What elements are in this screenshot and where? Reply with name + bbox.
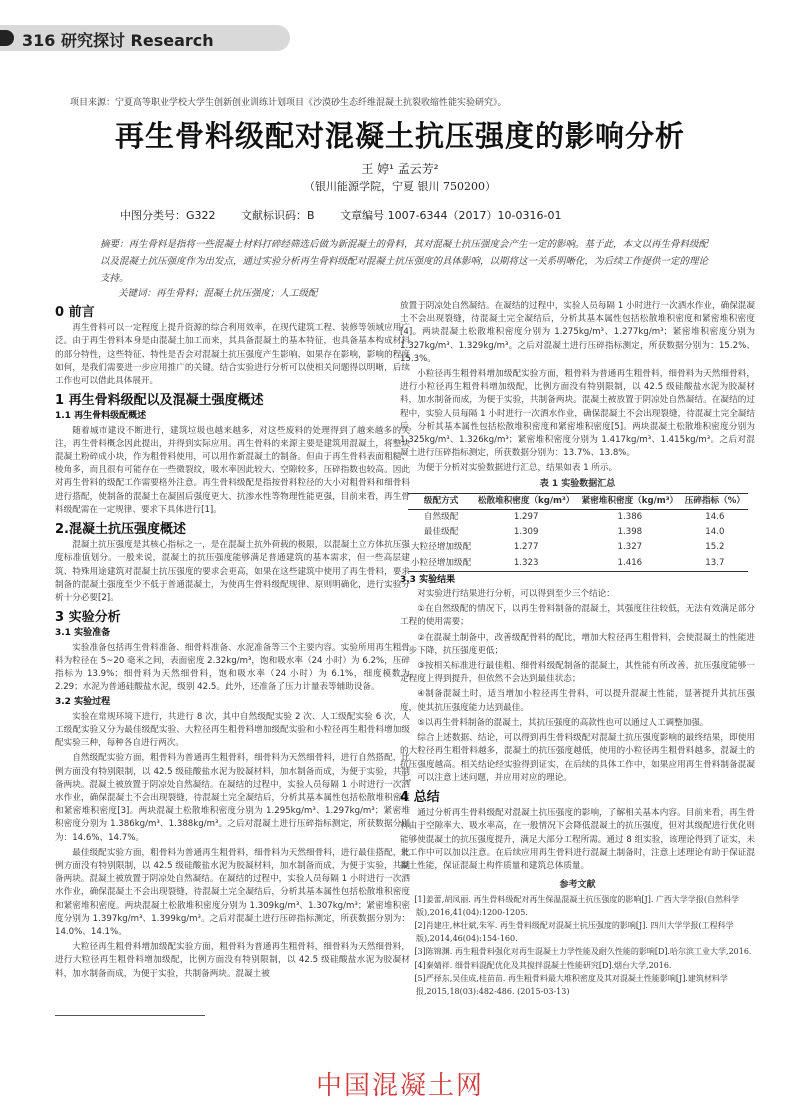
section-heading: 3 实验分析 <box>55 610 121 626</box>
paragraph: 自然级配实验方面，粗骨料为普通再生粗骨料，细骨料为天然细骨料，进行自然搭配，比例方面没有特别限制，以 42.5 级硅酸盐水泥为胶凝材料，加水制备而成，为便于实验，共制备两块。混凝土被放置于阴凉处自然凝结。在凝结的过程中，实验人员每隔 1 小时进行一次洒水作业，确保混凝土不会出现裂缝，待混凝土完全凝结后，分析其基本属性包括松散堆积密度和紧密堆积密度[3]。两块混凝土松散堆积密度分别为 1.295kg/m³、1.297kg/m³；紧密堆积密度分别为 1.386kg/m³、1.388kg/m³。之后对混凝土进行压碎指标测定，所获数据分别为：14.6%、14.7%。 <box>55 753 410 843</box>
section-label: 研究探讨 Research <box>60 31 214 50</box>
affiliation: （银川能源学院，宁夏 银川 750200） <box>304 180 496 193</box>
article-number: 文章编号 1007-6344（2017）10-0316-01 <box>340 209 562 222</box>
section-heading: 2.混凝土抗压强度概述 <box>55 522 186 538</box>
footnote-rule <box>55 1015 205 1016</box>
data-table <box>408 493 748 572</box>
paragraph: 综合上述数据、结论，可以得到再生骨料级配对混凝土抗压强度影响的最终结果，即使用的大粒径再生粗骨料越多，混凝土的抗压强度越低，使用的小粒径再生粗骨料越多，混凝土的抗压强度越高。相关结论经实验得到证实，在后续的具体工作中，如果应用再生骨料制备混凝土，可以注意上述问题，并应用对应的理论。 <box>400 733 755 783</box>
paragraph: 最佳级配实验方面，粗骨料为普通再生粗骨料，细骨料为天然细骨料，进行最佳搭配，比例方面没有特别限制，以 42.5 级硅酸盐水泥为胶凝材料，加水制备而成，为便于实验，共制备两块。混凝土被放置于阴凉处自然凝结。在凝结的过程中，实验人员每隔 1 小时进行一次洒水作业，确保混凝土不会出现裂缝，待混凝土完全凝结后，分析其基本属性包括松散堆积密度和紧密堆积密度。两块混凝土松散堆积密度分别为 1.309kg/m³、1.307kg/m³；紧密堆积密度分别为 1.397kg/m³、1.399kg/m³。之后对混凝土进行压碎指标测定，所获数据分别为：14.0%、14.1%。 <box>55 847 410 937</box>
table-cell: 自然级配 <box>423 512 459 523</box>
table-cell: 14.0 <box>705 527 725 538</box>
table-caption: 表 1 实验数据汇总 <box>539 478 616 489</box>
table-cell: 13.7 <box>705 557 725 568</box>
left-column <box>55 300 410 983</box>
table-header-cell: 松散堆积密度（kg/m³） <box>477 495 575 506</box>
running-header <box>22 28 214 51</box>
paragraph: 为便于分析对实验数据进行汇总，结果如表 1 所示。 <box>417 463 618 474</box>
page-number: 316 <box>22 31 56 50</box>
paragraph: 再生骨料可以一定程度上提升资源的综合利用效率，在现代建筑工程、装修等领域应用广泛。由于再生骨料本身是由混凝土加工而来，其具备混凝土的基本特征，也具备基本构成材料的部分特性，这些特征、特性是否会对混凝土抗压强度产生影响、如果存在影响，影响的程度如何，是我们需要进一步应用推广的关键。结合实验进行分析可以使相关问题得以明晰，后续工作也可以借此具体展开。 <box>55 323 410 387</box>
paragraph: 通过分析再生骨料级配对混凝土抗压强度的影响，了解相关基本内容。目前来看，再生骨料由于空隙率大、吸水率高，在一般情况下会降低混凝土的抗压强度，但对其级配进行优化则能够使混凝土的抗压强度提升，满足大部分工程所需。通过 8 组实验，该理论得到了证实，未来工作中可以加以注意。在后续应用再生骨料进行混凝土制备时，注意上述理论有助于保证混凝土性能，保证混凝土构件质量和建筑总体质量。 <box>400 808 755 871</box>
doc-code: 文献标识码：B <box>241 209 315 222</box>
paragraph: 对实验进行结果进行分析，可以得到至少三个结论： <box>417 589 615 600</box>
section-heading: 4 总结 <box>400 789 440 805</box>
conclusion-item: ②在混凝土制备中，改善级配骨料的配比，增加大粒径再生粗骨料，会使混凝土的性能进一步下降，抗压强度更低； <box>400 632 755 656</box>
conclusion-item: ③按相关标准进行最佳粗、细骨料级配制备的混凝土，其性能有所改善，抗压强度能够一定程度上得到提升，但依然不会达到最佳状态； <box>400 661 755 685</box>
subsection-heading: 3.3 实验结果 <box>400 574 456 585</box>
table-row <box>408 556 748 572</box>
reference-item: [2]肖建庄,林壮斌,朱军. 再生骨料级配对混凝土抗压强度的影响[J]. 四川大学学报(工程科学版),2014,46(04):154-160. <box>414 921 734 943</box>
paragraph: 实验在常规环境下进行，共进行 8 次，其中自然级配实验 2 次、人工级配实验 6 次，人工级配实验又分为最佳级配实验、大粒径再生粗骨料增加级配实验和小粒径再生粗骨料增加级配实验三种，每种各自进行两次。 <box>55 711 410 749</box>
table-cell: 1.398 <box>617 527 643 538</box>
references-heading: 参考文献 <box>559 880 596 891</box>
site-watermark: 中国混凝土网 <box>315 1071 484 1101</box>
table-row <box>408 510 748 526</box>
clc-number: 中图分类号：G322 <box>120 209 216 222</box>
project-source: 项目来源：宁夏高等职业学校大学生创新创业训练计划项目《沙漠砂生态纤维混凝土抗裂收缩性能实验研究》。 <box>70 98 507 108</box>
conclusion-item: ⑤以再生骨料制备的混凝土，其抗压强度的高款性也可以通过人工调整加强。 <box>417 717 709 728</box>
table-cell: 大粒径增加级配 <box>411 542 472 553</box>
table-header-cell: 压碎指标（%） <box>684 495 745 506</box>
table-header-cell: 级配方式 <box>423 495 459 506</box>
subsection-heading: 3.2 实验过程 <box>55 697 111 708</box>
table-cell: 15.2 <box>705 542 725 553</box>
paragraph: 小粒径再生粗骨料增加级配实验方面，粗骨料为普通再生粗骨料，细骨料为天然细骨料，进行小粒径再生粗骨料增加级配，比例方面没有特别限制，以 42.5 级硅酸盐水泥为胶凝材料，加水制备而成，为便于实验，共制备两块。混凝土被放置于阴凉处自然凝结。在凝结的过程中，实验人员每隔 1 小时进行一次洒水作业，确保混凝土不会出现裂缝，待混凝土完全凝结后，分析其基本属性包括松散堆积密度和紧密堆积密度[5]。两块混凝土松散堆积密度分别为 1.325kg/m³、1.326kg/m³；紧密堆积密度分别为 1.417kg/m³、1.415kg/m³。之后对混凝土进行压碎指标测定，所获数据分别为：13.7%、13.8%。 <box>400 369 755 459</box>
section-heading: 1 再生骨料级配以及混凝土强度概述 <box>55 393 264 409</box>
table-header-cell: 紧密堆积密度（kg/m³） <box>581 495 679 506</box>
reference-item: [1]姜蕾,胡凤丽. 再生骨料级配对再生保温混凝土抗压强度的影响[J]. 广西大学学报(自然科学版),2016,41(04):1200-1205. <box>414 895 740 917</box>
table-cell: 14.6 <box>705 512 725 523</box>
table-cell: 1.386 <box>617 512 643 523</box>
paragraph: 混凝土抗压强度是其核心指标之一，是在混凝土抗外荷载的极限，以混凝土立方体抗压强度标准值划分。一般来说，混凝土的抗压强度能够满足普通建筑的基本需求，但一些高层建筑、特殊用途建筑对混凝土抗压强度的要求会更高，如果在这些建筑中使用了再生骨料，要求制备的混凝土强度至少不低于普通混凝土，为使再生骨料级配规律、原则明确化，进行实验分析十分必要[2]。 <box>55 540 410 604</box>
table-cell: 1.416 <box>617 557 643 568</box>
subsection-heading: 1.1 再生骨料级配概述 <box>55 411 147 422</box>
paragraph: 放置于阴凉处自然凝结。在凝结的过程中，实验人员每隔 1 小时进行一次洒水作业，确保混凝土不会出现裂缝，待混凝土完全凝结后，分析其基本属性包括松散堆积密度和紧密堆积密度[4]。两块混凝土松散堆积密度分别为 1.275kg/m³、1.277kg/m³；紧密堆积密度分别为 1.327kg/m³、1.329kg/m³。之后对混凝土进行压碎指标测定，所获数据分别为：15.2%、15.3%。 <box>400 301 755 364</box>
table-cell: 小粒径增加级配 <box>411 557 472 568</box>
reference-item: [3]陈锦渊. 再生粗骨料强化对再生混凝土力学性能及耐久性能的影响[D].哈尔滨工业大学,2016. <box>414 947 752 957</box>
paragraph: 实验准备包括再生骨料准备、细骨料准备、水泥准备等三个主要内容。实验所用再生粗骨料为粒径在 5~20 毫米之间，表面密度 2.32kg/m³，饱和吸水率（24 小时）为 6.2%，压碎指标为 13.9%；细骨料为天然细骨料，饱和吸水率（24 小时）为 6.1%，细度模数为 2.29；水泥为普通硅酸盐水泥，级别 42.5。此外，还准备了压力计量表等辅助设备。 <box>55 642 410 693</box>
table-cell: 1.323 <box>513 557 539 568</box>
table-header-row <box>408 493 748 509</box>
right-column <box>400 300 755 999</box>
classification-line <box>120 207 720 223</box>
table-cell: 1.297 <box>513 512 539 523</box>
table-cell: 1.327 <box>617 542 643 553</box>
table-cell: 1.309 <box>513 527 539 538</box>
table-cell: 最佳级配 <box>423 527 459 538</box>
conclusion-item: ①在自然级配的情况下，以再生骨料制备的混凝土，其强度往往较低，无法有效满足部分工程的使用需要； <box>400 604 755 628</box>
table-row <box>408 540 748 555</box>
paragraph: 随着城市建设不断进行，建筑垃圾也越来越多，对这些废料的处理得到了越来越多的关注，再生骨料概念因此提出，并得到实际应用。再生骨料的来源主要是建筑用混凝土，将整块混凝土粉碎成小块，作为粗骨料使用，可以用作新混凝土的制备。但由于再生骨料表面粗糙、棱角多，而且很有可能存在一些微裂纹，吸水率因此较大、空隙较多，压碎指数也较高。因此对再生骨料的级配工作需要格外注意。再生骨料级配是指按骨料粒径的大小对粗骨料和细骨料进行搭配，使制备的混凝土在凝固后强度更大、抗渗水性等物理性能更强，目前来看，再生骨料级配需在一定规律、要求下具体进行[1]。 <box>55 425 410 515</box>
authors: 王 婷¹ 孟云芳² <box>361 162 439 176</box>
paragraph: 大粒径再生粗骨料增加级配实验方面，粗骨料为普通再生粗骨料，细骨料为天然细骨料，进行大粒径再生粗骨料增加级配，比例方面没有特别限制，以 42.5 级硅酸盐水泥为胶凝材料，加水制备而成，为便于实验，共制备两块。混凝土被 <box>55 942 410 979</box>
reference-item: [4]秦婧祥. 细骨料混配优化及其搅拌混凝土性能研究[D].烟台大学,2016. <box>414 960 672 970</box>
paper-title: 再生骨料级配对混凝土抗压强度的影响分析 <box>114 119 685 153</box>
keywords: 关键词：再生骨料；混凝土抗压强度；人工级配 <box>118 288 318 299</box>
abstract: 摘要：再生骨料是指将一些混凝土材料打碎经筛选后做为新混凝土的骨料，其对混凝土抗压强度会产生一定的影响。基于此，本文以再生骨料级配以及混凝土抗压强度作为出发点，通过实验分析再生骨料级配对混凝土抗压强度的具体影响，以期将这一关系明晰化，为后续工作提供一定的理论支持。 <box>100 239 709 284</box>
reference-item: [5]严择东,吴佳成,桂苗苗. 再生粗骨料最大堆积密度及其对混凝土性能影响[J].建筑材料学报,2015,18(03):482-486. (2015-03-13) <box>414 974 728 996</box>
table-row <box>408 525 748 540</box>
section-heading: 0 前言 <box>55 305 95 320</box>
table-cell: 1.277 <box>513 542 539 553</box>
conclusion-item: ④制备混凝土时，适当增加小粒径再生骨料，可以提升混凝土性能，显著提升其抗压强度，使其抗压强度能力达到最佳。 <box>400 689 755 713</box>
subsection-heading: 3.1 实验准备 <box>55 628 111 639</box>
